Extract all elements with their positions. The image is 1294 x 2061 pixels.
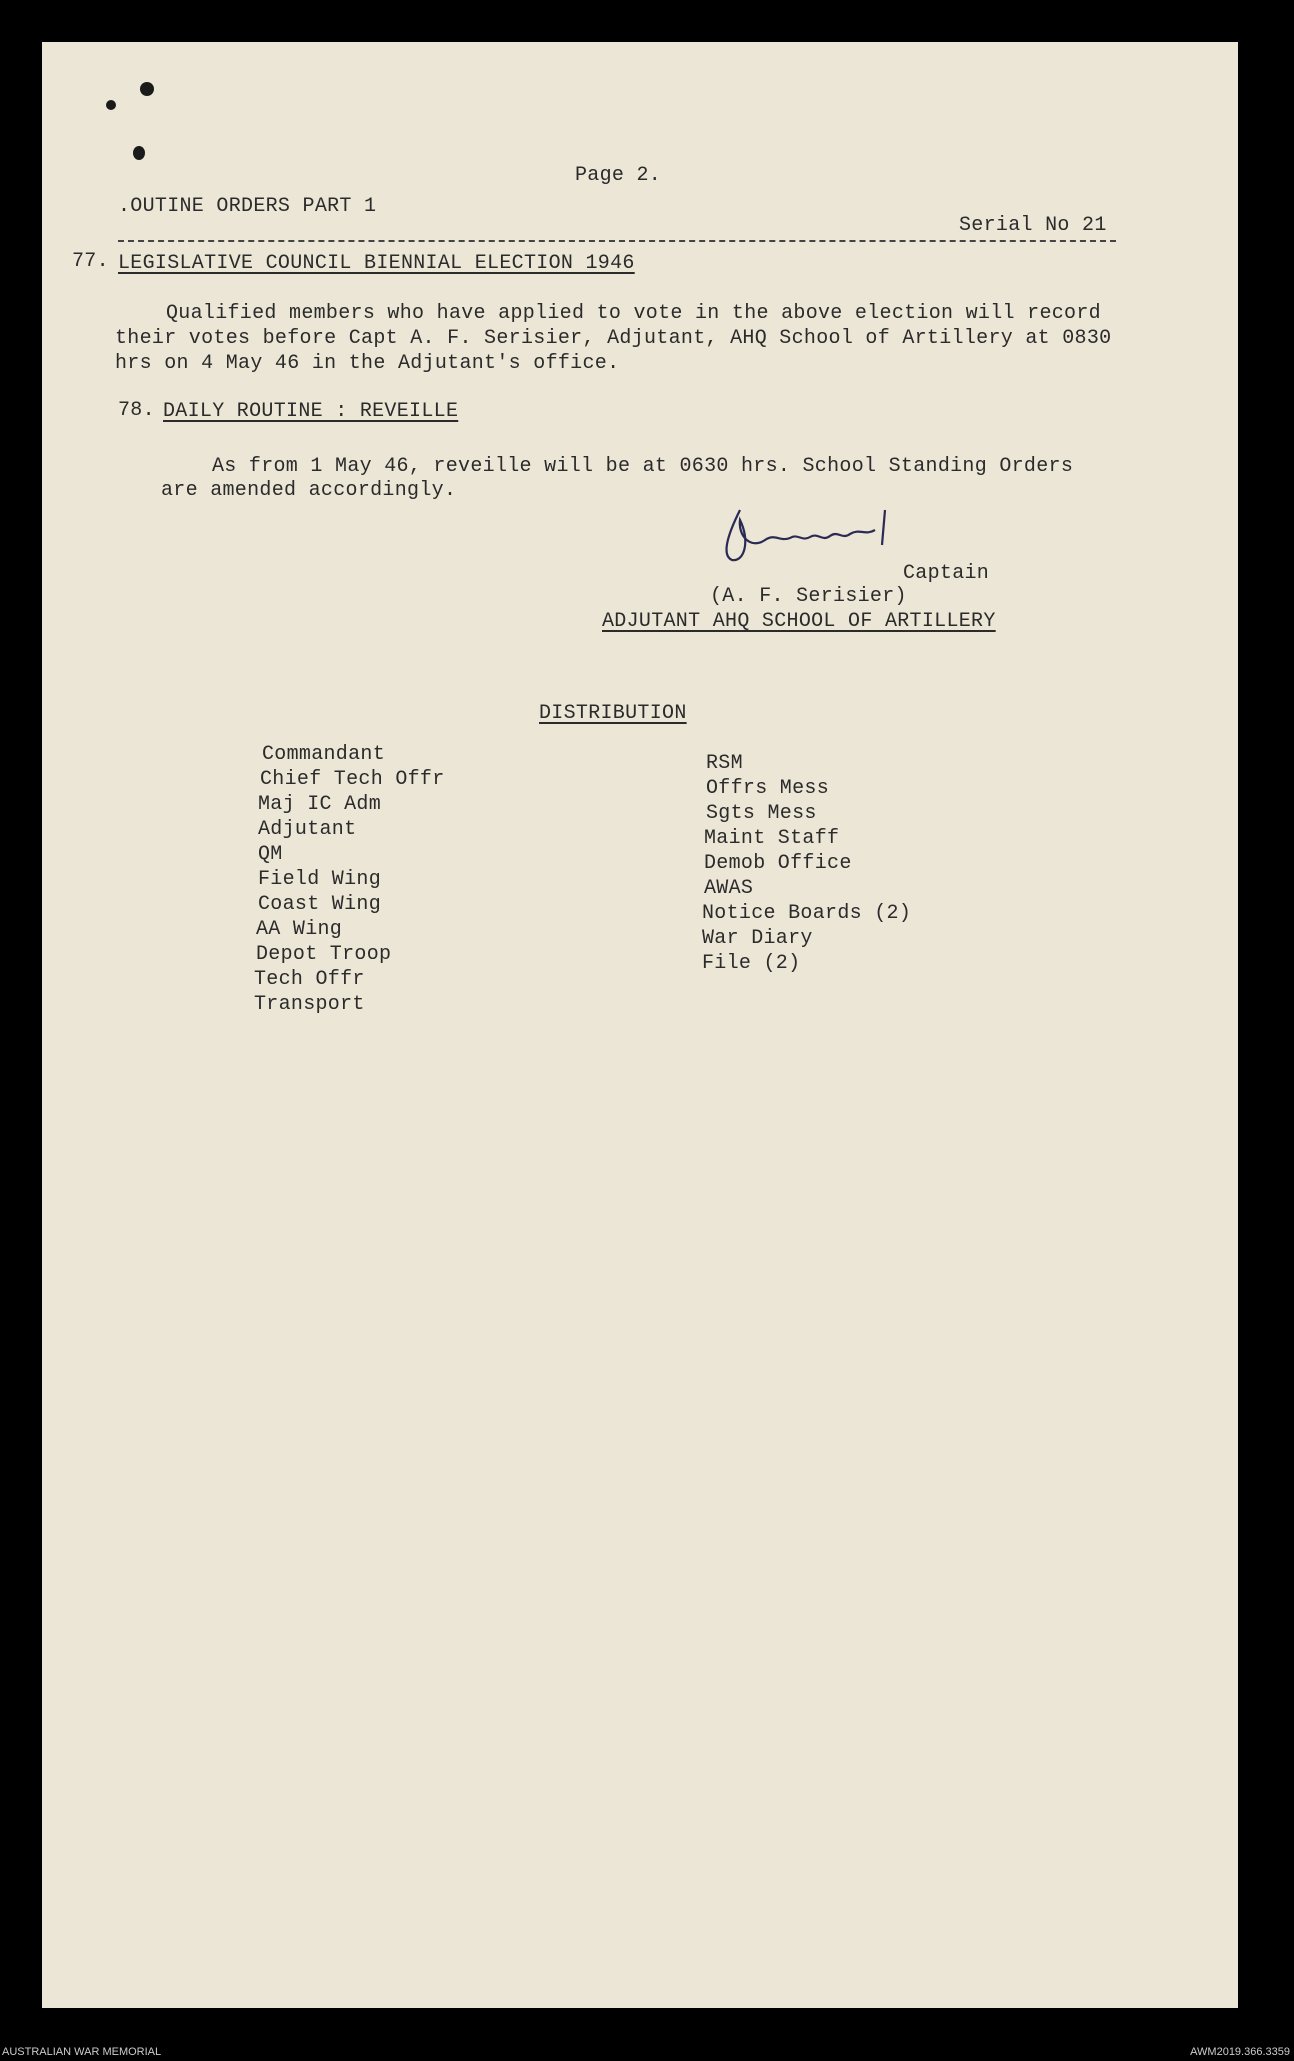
- item-number: 77.: [72, 250, 109, 273]
- list-item: Depot Troop: [256, 943, 392, 966]
- list-item: File (2): [702, 952, 801, 975]
- list-item: Chief Tech Offr: [260, 768, 445, 791]
- list-item: Commandant: [262, 743, 386, 766]
- item-text-line: their votes before Capt A. F. Serisier, Adjutant, AHQ School of Artillery at 0830: [115, 327, 1112, 350]
- footer-institution: AUSTRALIAN WAR MEMORIAL: [2, 2046, 162, 2058]
- signature-name: (A. F. Serisier): [710, 585, 907, 608]
- item-heading: DAILY ROUTINE : REVEILLE: [163, 400, 459, 423]
- list-item: Tech Offr: [254, 968, 365, 991]
- item-text-line: are amended accordingly.: [161, 479, 457, 502]
- header-title: .OUTINE ORDERS PART 1: [118, 195, 377, 218]
- item-text-line: As from 1 May 46, reveille will be at 0630 hrs. School Standing Orders: [212, 455, 1074, 478]
- list-item: Maint Staff: [704, 827, 840, 850]
- list-item: Adjutant: [258, 818, 357, 841]
- list-item: Transport: [254, 993, 365, 1016]
- list-item: Field Wing: [258, 868, 382, 891]
- item-number: 78.: [118, 399, 155, 422]
- list-item: Sgts Mess: [706, 802, 817, 825]
- list-item: Notice Boards (2): [702, 902, 912, 925]
- list-item: War Diary: [702, 927, 813, 950]
- list-item: AWAS: [704, 877, 754, 900]
- punch-hole: [106, 100, 116, 110]
- list-item: Demob Office: [704, 852, 852, 875]
- signature-rank: Captain: [903, 562, 990, 585]
- item-text-line: hrs on 4 May 46 in the Adjutant's office.: [115, 352, 620, 375]
- item-heading: LEGISLATIVE COUNCIL BIENNIAL ELECTION 1946: [118, 252, 635, 275]
- signature-appointment: ADJUTANT AHQ SCHOOL OF ARTILLERY: [602, 610, 996, 633]
- list-item: Coast Wing: [258, 893, 382, 916]
- punch-hole: [140, 82, 154, 96]
- list-item: AA Wing: [256, 918, 343, 941]
- punch-hole: [133, 146, 145, 160]
- serial-number: Serial No 21: [959, 214, 1107, 237]
- footer-accession: AWM2019.366.3359: [1190, 2046, 1290, 2058]
- header-rule: [118, 240, 1116, 242]
- handwritten-signature: [710, 500, 940, 570]
- page-label: Page 2.: [575, 164, 662, 187]
- list-item: Maj IC Adm: [258, 793, 382, 816]
- list-item: RSM: [706, 752, 743, 775]
- list-item: QM: [258, 843, 283, 866]
- distribution-title: DISTRIBUTION: [539, 702, 687, 725]
- list-item: Offrs Mess: [706, 777, 830, 800]
- item-text-line: Qualified members who have applied to vote in the above election will record: [166, 302, 1101, 325]
